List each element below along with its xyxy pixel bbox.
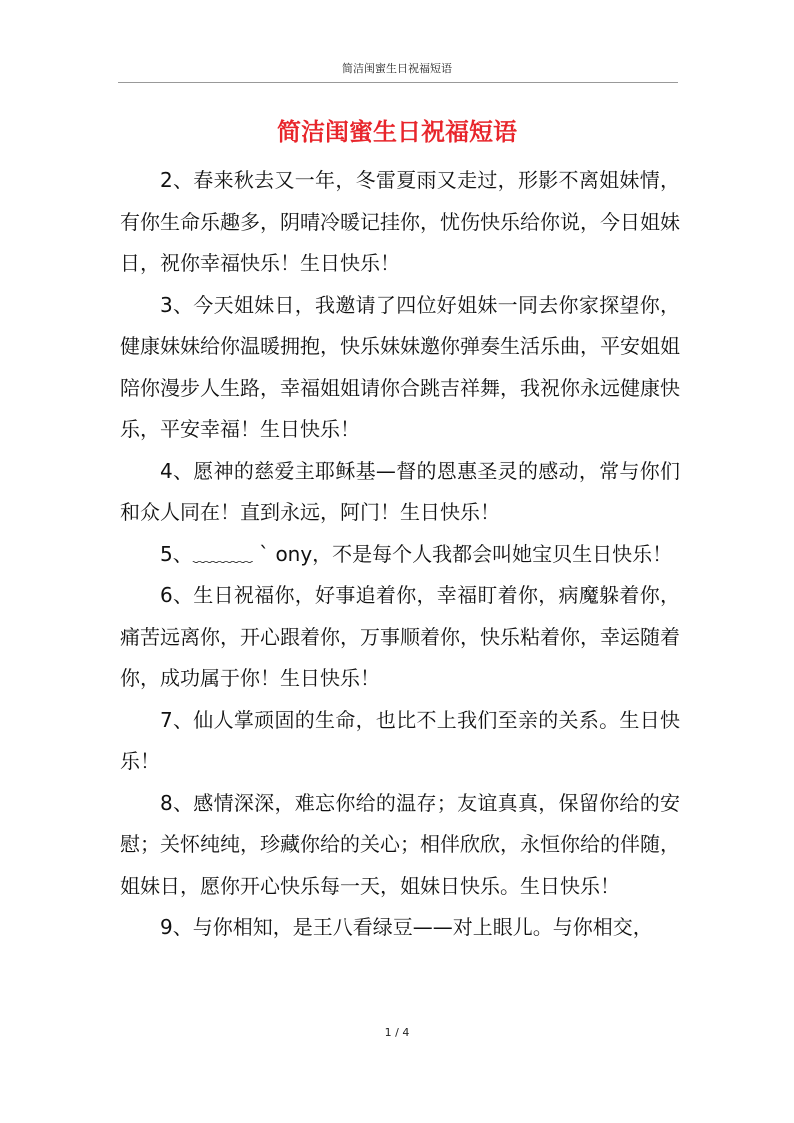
paragraph-4: 4、愿神的慈爱主耶稣基—督的恩惠圣灵的感动，常与你们和众人同在！直到永远，阿门！生日快乐！ bbox=[120, 458, 680, 524]
header-divider bbox=[118, 82, 678, 83]
paragraph-6: 6、生日祝福你，好事追着你，幸福盯着你，病魔躲着你，痛苦远离你，开心跟着你，万事顺着你，快乐粘着你，幸运随着你，成功属于你！生日快乐！ bbox=[120, 583, 680, 690]
paragraph-8: 8、感情深深，难忘你给的温存；友谊真真，保留你给的安慰；关怀纯纯，珍藏你给的关心；相伴欣欣，永恒你给的伴随，姐妹日，愿你开心快乐每一天，姐妹日快乐。生日快乐！ bbox=[120, 790, 680, 898]
paragraph-9: 9、与你相知，是王八看绿豆——对上眼儿。与你相交， bbox=[160, 915, 653, 939]
paragraph-2: 2、春来秋去又一年，冬雷夏雨又走过，形影不离姐妹情，有你生命乐趣多，阴晴冷暖记挂你，忧伤快乐给你说，今日姐妹日，祝你幸福快乐！生日快乐！ bbox=[120, 168, 680, 275]
paragraph-5: 5、﹏﹏﹏ ˋ ony，不是每个人我都会叫她宝贝生日快乐！ bbox=[160, 541, 673, 566]
paragraph-3: 3、今天姐妹日，我邀请了四位好姐妹一同去你家探望你，健康妹妹给你温暖拥抱，快乐妹妹邀你弹奏生活乐曲，平安姐姐陪你漫步人生路，幸福姐姐请你合跳吉祥舞，我祝你永远健康快乐，平安幸福！生日快乐！ bbox=[120, 292, 680, 441]
running-header: 简洁闺蜜生日祝福短语 bbox=[342, 62, 452, 75]
document-body bbox=[120, 160, 680, 949]
document-title: 简洁闺蜜生日祝福短语 bbox=[277, 118, 517, 146]
page-number: 1 / 4 bbox=[384, 1026, 410, 1039]
paragraph-7: 7、仙人掌顽固的生命，也比不上我们至亲的关系。生日快乐！ bbox=[120, 707, 680, 773]
